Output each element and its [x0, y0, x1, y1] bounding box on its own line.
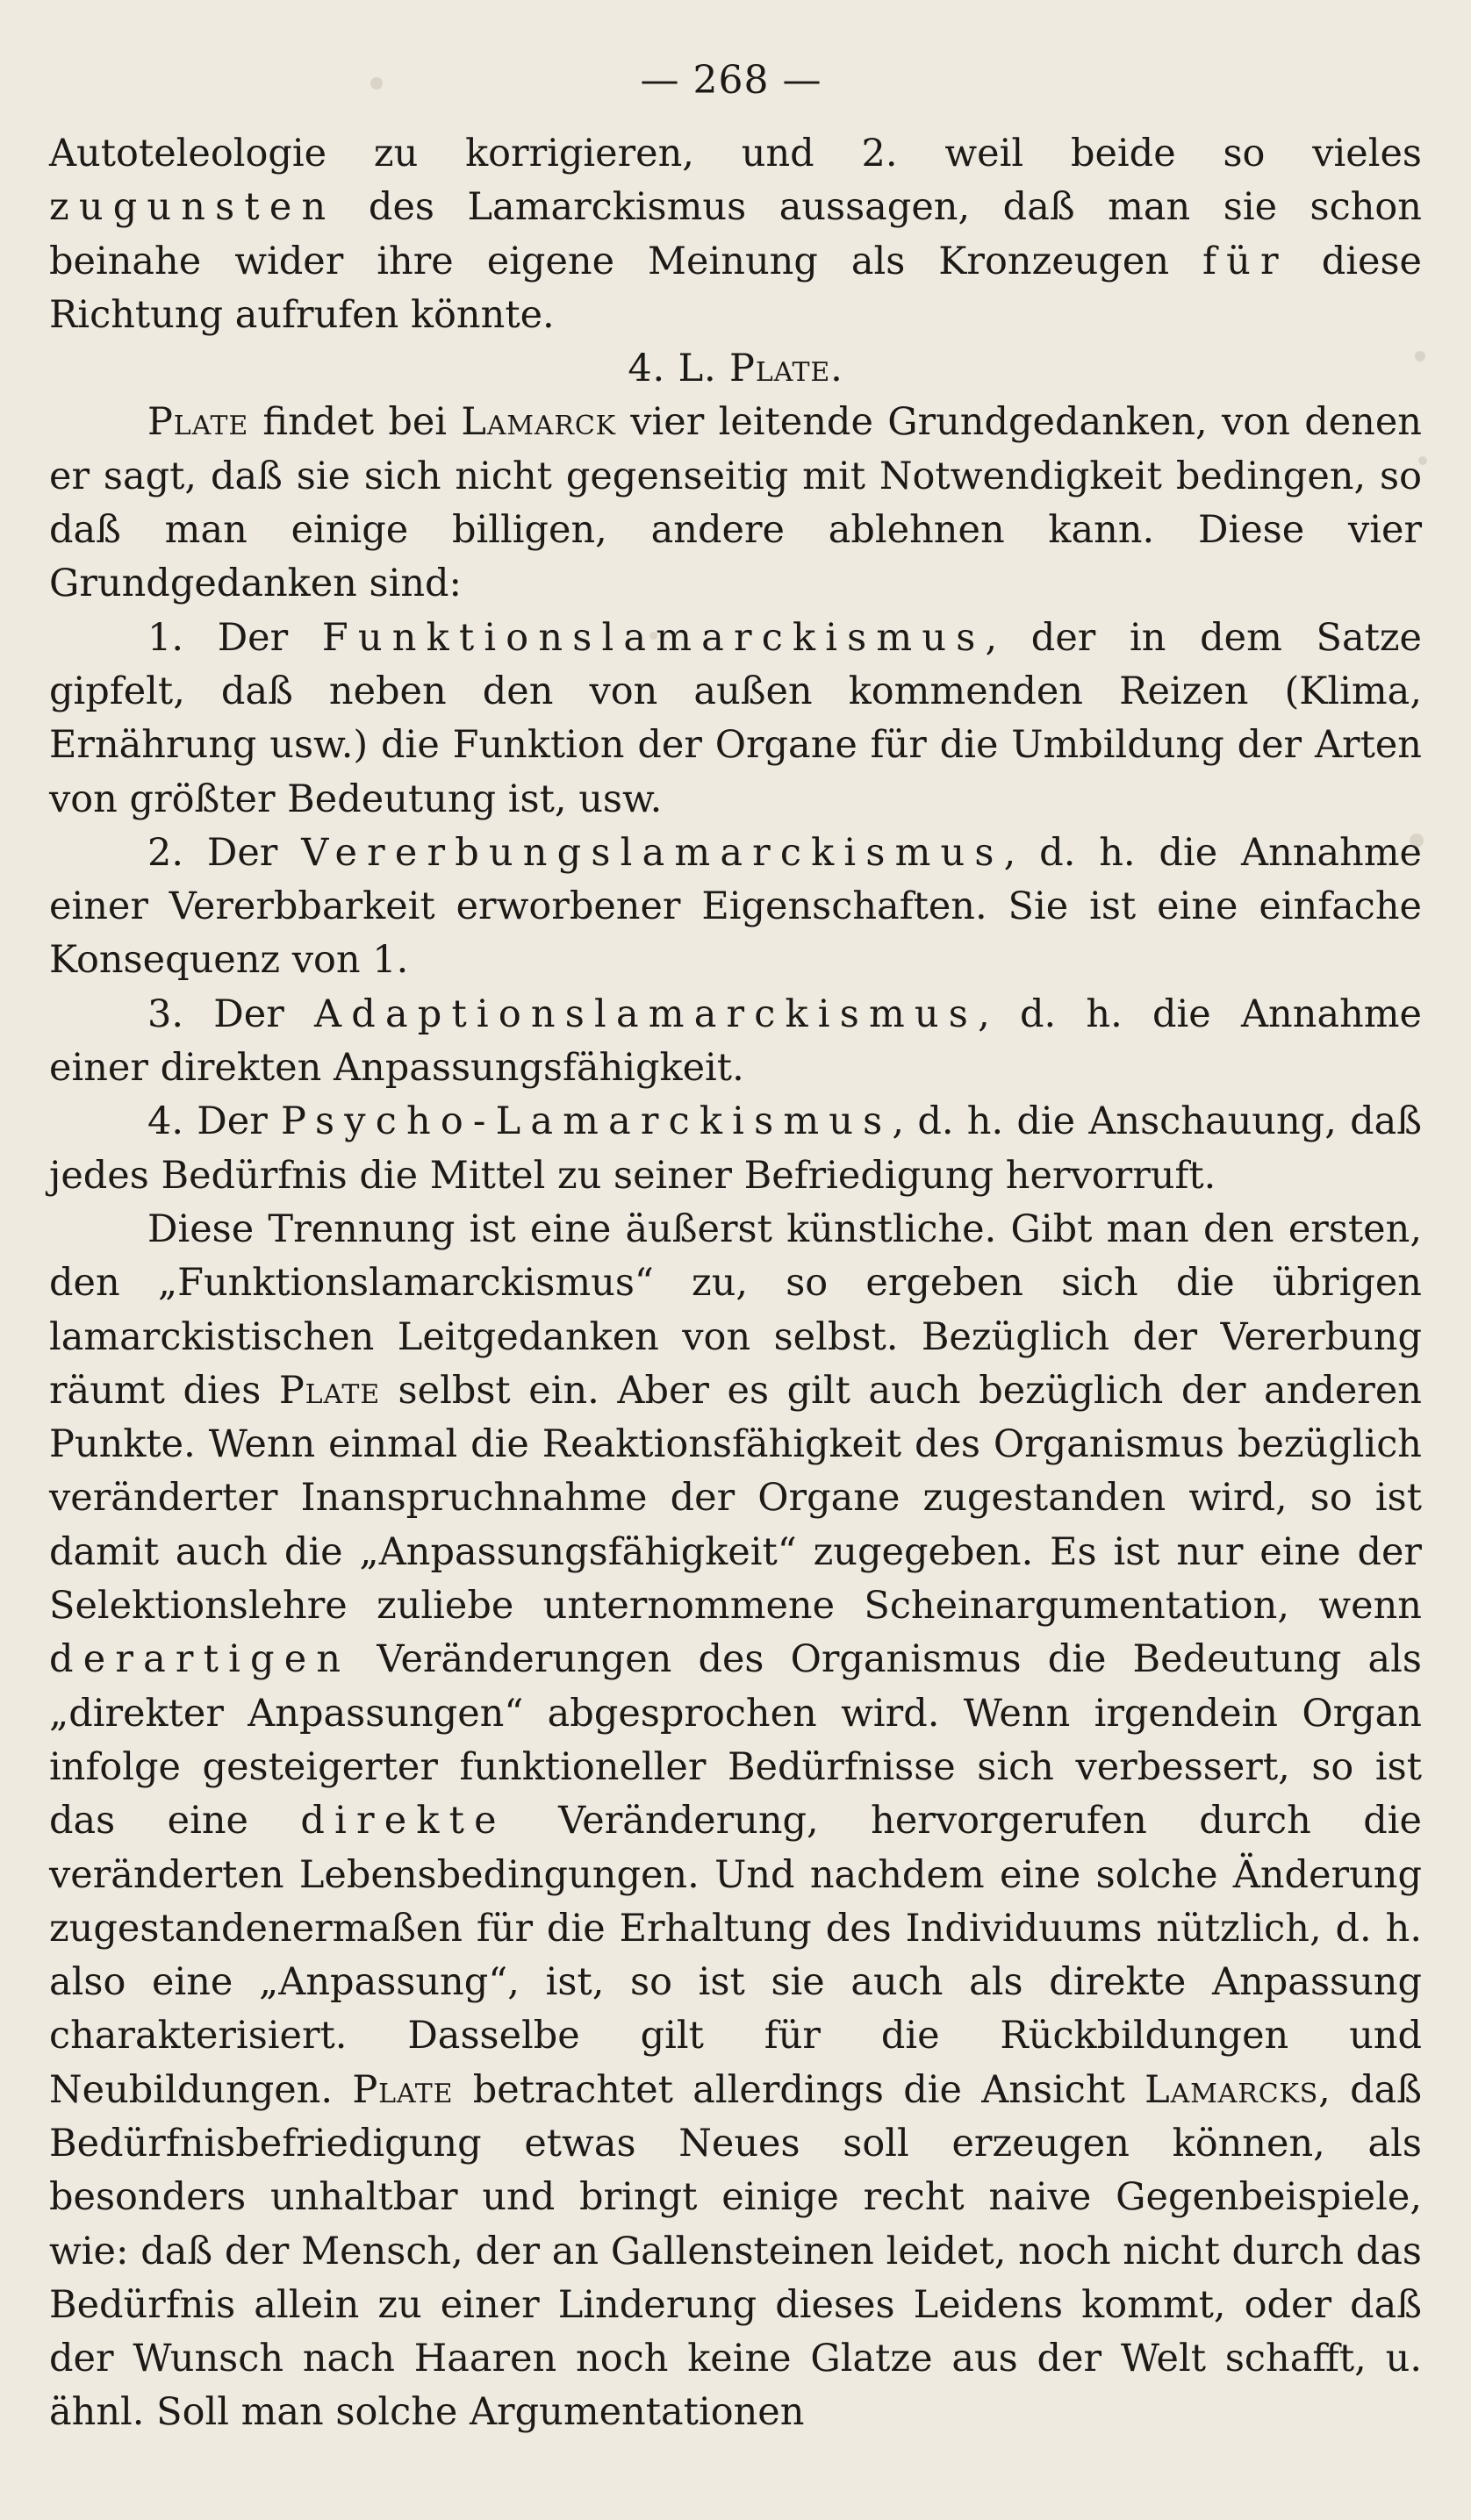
paper-speck: [1410, 834, 1424, 848]
spaced-emphasis: direkte: [300, 1799, 506, 1843]
text-run: findet bei: [248, 400, 462, 445]
section-heading: [49, 342, 1422, 396]
text-run: Veränderungen des Organismus die Bedeutung als „direkter Anpassungen“ abgesprochen wird. Wenn irgendein Organ infolge gesteigerter funktioneller Bedürfnisse sich verbessert, so ist das eine: [49, 1637, 1422, 1843]
section-heading-text: 4. L. Plate.: [628, 347, 843, 391]
list-item-4: [49, 1095, 1422, 1203]
text-run: 3. Der: [147, 992, 314, 1036]
page-number: — 268 —: [640, 58, 822, 103]
spaced-emphasis: für: [1202, 239, 1288, 283]
spaced-emphasis: Psycho-Lamarckismus: [281, 1099, 893, 1144]
text-run: , d. h. die Anschauung, daß jedes Bedürfnis die Mittel zu seiner Befriedigung hervorruft.: [49, 1099, 1423, 1198]
text-run: 4. Der: [147, 1099, 282, 1144]
author-name: Lamarcks: [1145, 2067, 1319, 2112]
paper-speck: [1415, 351, 1425, 362]
paragraph-continuation: [49, 127, 1422, 342]
text-run: , daß Bedürfnisbefriedigung etwas Neues soll erzeugen können, als besonders unhaltbar und bringt einige recht naive Gegenbeispiele, wie: daß der Mensch, der an Gallensteinen leidet, noch nicht durch das Bedürfnis allein zu einer Linderung dieses Leidens kommt, oder daß der Wunsch nach Haaren noch keine Glatze aus der Welt schafft, u. ähnl. Soll man solche Argumentationen: [49, 2067, 1422, 2435]
paragraph-plate: [49, 396, 1422, 611]
author-name: Lamarck: [461, 400, 616, 445]
text-run: 1. Der: [147, 615, 322, 660]
text-run: 2. Der: [147, 830, 302, 875]
text-run: , der in dem Satze gipfelt, daß neben den von außen kommenden Reizen (Klima, Ernährung usw.) die Funktion der Organe für die Umbildung der Arten von größter Bedeutung ist, usw.: [49, 615, 1423, 821]
spaced-emphasis: Vererbungslamarckismus: [301, 830, 1004, 875]
spaced-emphasis: zugunsten: [49, 185, 336, 230]
paper-speck: [370, 77, 383, 89]
text-run: betrachtet allerdings die Ansicht: [453, 2067, 1145, 2112]
body-text: [49, 127, 1422, 2440]
paragraph-discussion: [49, 1203, 1422, 2440]
text-run: Veränderung, hervorgerufen durch die veränderten Lebensbedingungen. Und nachdem eine solche Änderung zugestandenermaßen für die Erhaltung des Individuums nützlich, d. h. also eine „Anpassung“, ist, so ist sie auch als direkte Anpassung charakterisiert. Dasselbe gilt für die Rückbildungen und Neubildungen.: [49, 1799, 1422, 2112]
paper-speck: [1418, 456, 1427, 465]
text-run: Autoteleologie zu korrigieren, und 2. weil beide so vieles: [49, 132, 1422, 175]
text-run: , d. h. die Annahme einer Vererbbarkeit erworbener Eigenschaften. Sie ist eine einfache Konsequenz von 1.: [49, 830, 1423, 983]
list-item-2: [49, 827, 1422, 988]
spaced-emphasis: Funktionslamarckismus: [321, 615, 986, 660]
author-name: Plate: [147, 400, 249, 445]
spaced-emphasis: derartigen: [49, 1637, 351, 1682]
list-item-3: [49, 988, 1422, 1096]
author-name: Plate: [352, 2067, 454, 2112]
spaced-emphasis: Adaptionslamarckismus: [314, 992, 979, 1036]
author-name: Plate: [278, 1368, 380, 1413]
paper-speck: [649, 632, 657, 640]
text-run: des Lamarckismus aussagen, daß man sie schon beinahe wider ihre eigene Meinung als Kronzeugen: [49, 185, 1422, 283]
list-item-1: [49, 612, 1422, 827]
text-run: vier leitende Grundgedanken, von denen er sagt, daß sie sich nicht gegenseitig mit Notwendigkeit bedingen, so daß man einige billigen, andere ablehnen kann. Diese vier Grundgedanken sind:: [49, 400, 1422, 606]
text-run: Diese Trennung ist eine äußerst künstliche. Gibt man den ersten, den „Funktionslamarckismus“ zu, so ergeben sich die übrigen lamarckistischen Leitgedanken von selbst. Bezüglich der Vererbung räumt dies: [49, 1206, 1422, 1413]
text-run: , d. h. die Annahme einer direkten Anpassungsfähigkeit.: [49, 992, 1422, 1091]
text-run: diese Richtung aufrufen könnte.: [49, 239, 1422, 337]
text-run: selbst ein. Aber es gilt auch bezüglich der anderen Punkte. Wenn einmal die Reaktionsfähigkeit des Organismus bezüglich veränderter Inanspruchnahme der Organe zugestanden wird, so ist damit auch die „Anpassungsfähigkeit“ zugegeben. Es ist nur eine der Selektionslehre zuliebe unternommene Scheinargumentation, wenn: [49, 1368, 1423, 1629]
